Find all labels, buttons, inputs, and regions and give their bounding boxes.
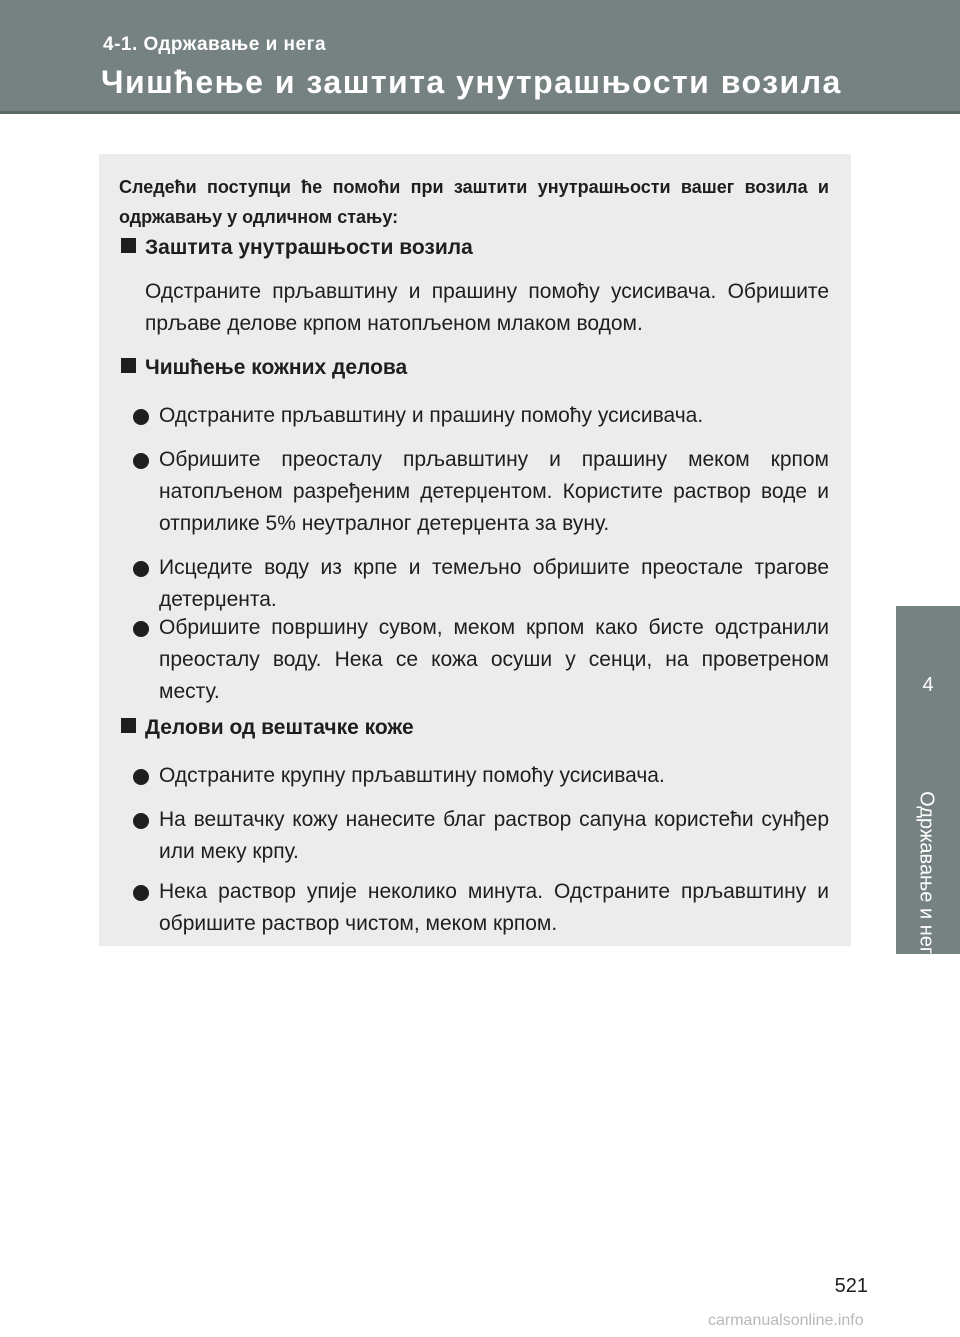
round-bullet-icon — [133, 813, 149, 829]
chapter-number: 4 — [922, 674, 934, 696]
list-item-text: Исцедите воду из крпе и темељно обришите преостале трагове детерџента. — [159, 556, 829, 611]
round-bullet-icon — [133, 885, 149, 901]
watermark-text: carmanualsonline.info — [708, 1312, 864, 1329]
square-bullet-icon — [121, 358, 136, 373]
round-bullet-icon — [133, 561, 149, 577]
content-box — [99, 154, 851, 946]
section-heading-label: Заштита унутрашњости возила — [145, 236, 473, 259]
round-bullet-icon — [133, 621, 149, 637]
page-header — [0, 0, 960, 114]
list-item-text: Одстраните крупну прљавштину помоћу усисивача. — [159, 764, 665, 787]
section-heading-protection — [121, 236, 473, 260]
list-item — [133, 552, 829, 616]
list-item — [133, 804, 829, 868]
list-item-text: Одстраните прљавштину и прашину помоћу усисивача. — [159, 404, 704, 427]
round-bullet-icon — [133, 769, 149, 785]
chapter-side-tab — [896, 606, 960, 965]
list-item-text: Обришите преосталу прљавштину и прашину меком крпом натопљеном разређеним детерџентом. Користите раствор воде и отприлике 5% неутралног детерџента за вуну. — [159, 448, 829, 535]
list-item — [133, 760, 829, 792]
section-heading-label: Чишћење кожних делова — [145, 356, 408, 379]
page-number: 521 — [834, 1275, 868, 1297]
round-bullet-icon — [133, 453, 149, 469]
list-item — [133, 400, 829, 432]
list-item-text: Нека раствор упије неколико минута. Одстраните прљавштину и обришите раствор чистом, меком крпом. — [159, 880, 829, 935]
section-heading-label: Делови од вештачке коже — [145, 716, 414, 739]
square-bullet-icon — [121, 718, 136, 733]
chapter-label: Одржавање и нега — [915, 791, 938, 965]
list-item — [133, 876, 829, 940]
round-bullet-icon — [133, 409, 149, 425]
list-item-text: Обришите површину сувом, меком крпом како бисте одстранили преосталу воду. Нека се кожа осуши у сенци, на проветреном месту. — [159, 616, 829, 703]
list-item — [133, 444, 829, 540]
list-item-text: На вештачку кожу нанесите благ раствор сапуна користећи сунђер или меку крпу. — [159, 808, 829, 863]
list-item — [133, 612, 829, 708]
intro-text: Следећи поступци ће помоћи при заштити унутрашњости вашег возила и одржавању у одличном стању: — [119, 177, 829, 227]
section-heading-leather — [121, 356, 407, 380]
square-bullet-icon — [121, 238, 136, 253]
page-title: Чишћење и заштита унутрашњости возила — [101, 64, 842, 100]
section-label: 4-1. Одржавање и нега — [103, 34, 327, 55]
section-heading-artificial-leather — [121, 716, 414, 740]
section-paragraph-protection: Одстраните прљавштину и прашину помоћу усисивача. Обришите прљаве делове крпом натопљеном млаком водом. — [145, 280, 829, 335]
